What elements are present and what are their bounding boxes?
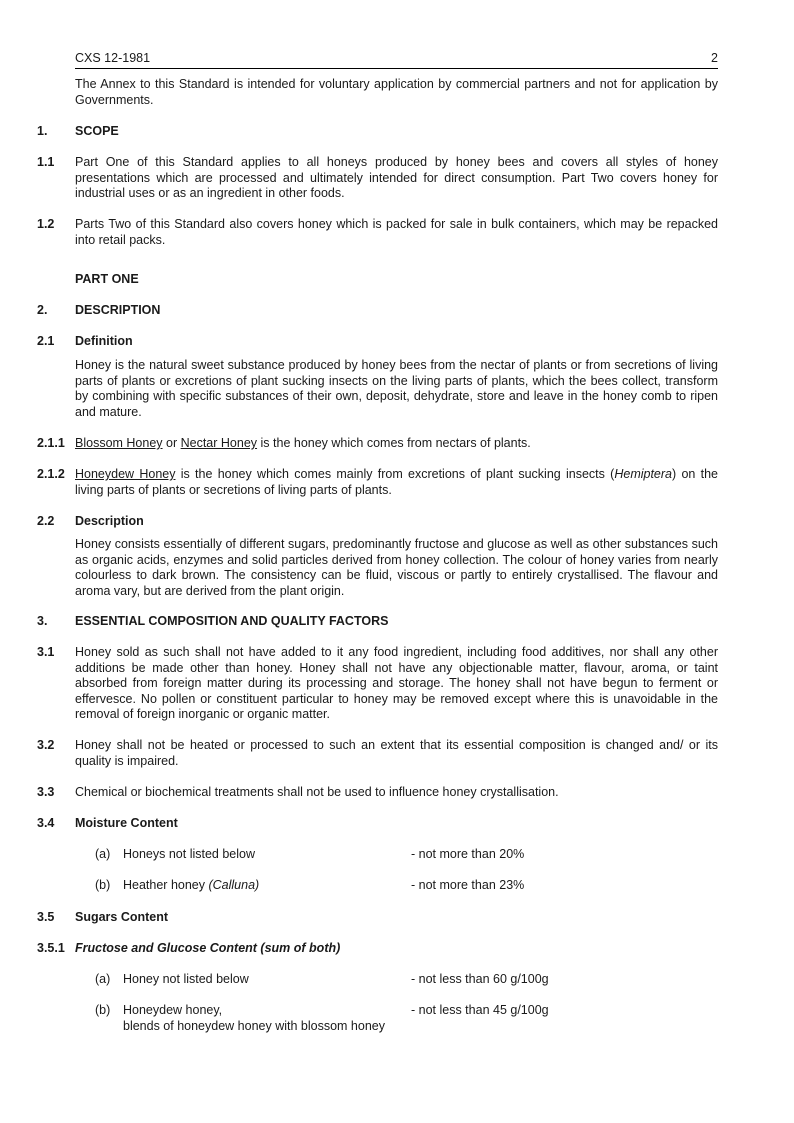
document-code: CXS 12-1981 (75, 51, 151, 65)
term-honeydew-honey: Honeydew Honey (75, 467, 176, 481)
section-3-1: 3.1 Honey sold as such shall not have added to it any food ingredient, including food additives, nor shall any other additions be made other than honey. Honey shall not have any objectionable matter, flavour, aroma, or taint absorbed from foreign matter during its processing and storage. The honey shall not have begun to ferment or effervesce. No pollen or constituent particular to honey may be removed except where this is unavoidable in the removal of foreign inorganic or organic matter. (37, 645, 718, 722)
section-2-1-heading: 2.1 Definition (37, 334, 133, 348)
term-blossom-honey: Blossom Honey (75, 436, 163, 450)
section-3-5-heading: 3.5 Sugars Content (37, 910, 169, 924)
section-2-1-2: 2.1.2 Honeydew Honey is the honey which comes mainly from excretions of plant sucking insects (Hemiptera) on the living parts of plants or secretions of living parts of plants. (37, 467, 719, 497)
term-nectar-honey: Nectar Honey (180, 436, 258, 450)
section-2-2-heading: 2.2 Description (37, 514, 144, 528)
part-one-heading: PART ONE (75, 272, 139, 286)
document-page: CXS 12-1981 2 The Annex to this Standard is intended for voluntary application by commercial partners and not for application by Governments. 1. SCOPE 1.1 Part One of this Standard applies to all honeys produced by honey bees and covers all styles of honey presentations which are processed and ultimately intended for direct consumption. Part Two covers honey for industrial uses or as an ingredient in other foods. 1.2 Parts Two of this Standard also covers honey which is packed for sale in bulk containers, which may be repacked into retail packs. PART ONE 2. DESCRIPTION 2.1 Definition Honey is the natural sweet substance produced by honey bees from the nectar of plants or from secretions of living parts of plants or excretions of plant sucking insects on the living parts of plants, which the bees collect, transform by combining with specific substances of their own, deposit, dehydrate, store and leave in the honey comb to ripen and mature. 2.1.1 Blossom Honey or Nectar Honey is the honey which comes from nectars of plants. 2.1.2 Honeydew Honey is the honey which comes mainly from excretions of plant sucking insects (Hemiptera) on the living parts of plants or secretions of living parts of plants. 2.2 Description Honey consists essentially of different sugars, predominantly fructose and glucose as well as other substances such as organic acids, enzymes and solid particles derived from honey collection. The colour of honey varies from nearly colourless to dark brown. The consistency can be fluid, viscous or partly to entirely crystallised. The flavour and aroma vary, but are derived from the plant origin. 3. ESSENTIAL COMPOSITION AND QUALITY FACTORS 3.1 Honey sold as such shall not have added to it any food ingredient, including food additives, nor shall any other additions be made other than honey. Honey shall not have any objectionable matter, flavour, aroma, or taint absorbed from foreign matter during its processing and storage. The honey shall not have begun to ferment or effervesce. No pollen or constituent particular to honey may be removed except where this is unavoidable in the removal of foreign inorganic or organic matter. 3.2 Honey shall not be heated or processed to such an extent that its essential composition is changed and/ or its quality is impaired. 3.3 Chemical or biochemical treatments shall not be used to influence honey crystallisation. 3.4 Moisture Content (a) Honeys not listed below - not more than 20% (b) Heather honey (Calluna) - not more than 23% 3.5 Sugars Content 3.5.1 Fructose and Glucose Content (sum of both) (a) Honey not listed below - not less than 60 g/100g (b) Honeydew honey, blends of honeydew honey with blossom honey - not less than 45 g/100g (37, 51, 719, 1033)
section-3-2: 3.2 Honey shall not be heated or processed to such an extent that its essential composition is changed and/ or its quality is impaired. (37, 738, 718, 768)
section-1-1: 1.1 Part One of this Standard applies to all honeys produced by honey bees and covers all styles of honey presentations which are processed and ultimately intended for direct consumption. Part Two covers honey for industrial uses or as an ingredient in other foods. (37, 155, 718, 201)
section-1-heading: 1. SCOPE (37, 124, 119, 138)
section-2-1-text: Honey is the natural sweet substance produced by honey bees from the nectar of plants or from secretions of living parts of plants or excretions of plant sucking insects on the living parts of plants, which the bees collect, transform by combining with specific substances of their own, deposit, dehydrate, store and leave in the honey comb to ripen and mature. (75, 358, 718, 419)
section-2-heading: 2. DESCRIPTION (37, 303, 161, 317)
section-3-heading: 3. ESSENTIAL COMPOSITION AND QUALITY FACTORS (37, 614, 389, 628)
page-number: 2 (711, 51, 718, 65)
section-3-4-heading: 3.4 Moisture Content (37, 816, 178, 830)
page-header (75, 51, 718, 69)
section-3-5-1-heading: 3.5.1 Fructose and Glucose Content (sum of both) (37, 941, 341, 955)
section-1-2: 1.2 Parts Two of this Standard also covers honey which is packed for sale in bulk containers, which may be repacked into retail packs. (37, 217, 718, 247)
section-2-1-1: 2.1.1 Blossom Honey or Nectar Honey is the honey which comes from nectars of plants. (37, 436, 531, 450)
annex-note: The Annex to this Standard is intended for voluntary application by commercial partners and not for application by Governments. (75, 77, 718, 107)
section-3-3: 3.3 Chemical or biochemical treatments shall not be used to influence honey crystallisation. (37, 785, 559, 799)
section-2-2-text: Honey consists essentially of different sugars, predominantly fructose and glucose as well as other substances such as organic acids, enzymes and solid particles derived from honey collection. The colour of honey varies from nearly colourless to dark brown. The consistency can be fluid, viscous or partly to entirely crystallised. The flavour and aroma vary, but are derived from the plant origin. (75, 537, 718, 598)
